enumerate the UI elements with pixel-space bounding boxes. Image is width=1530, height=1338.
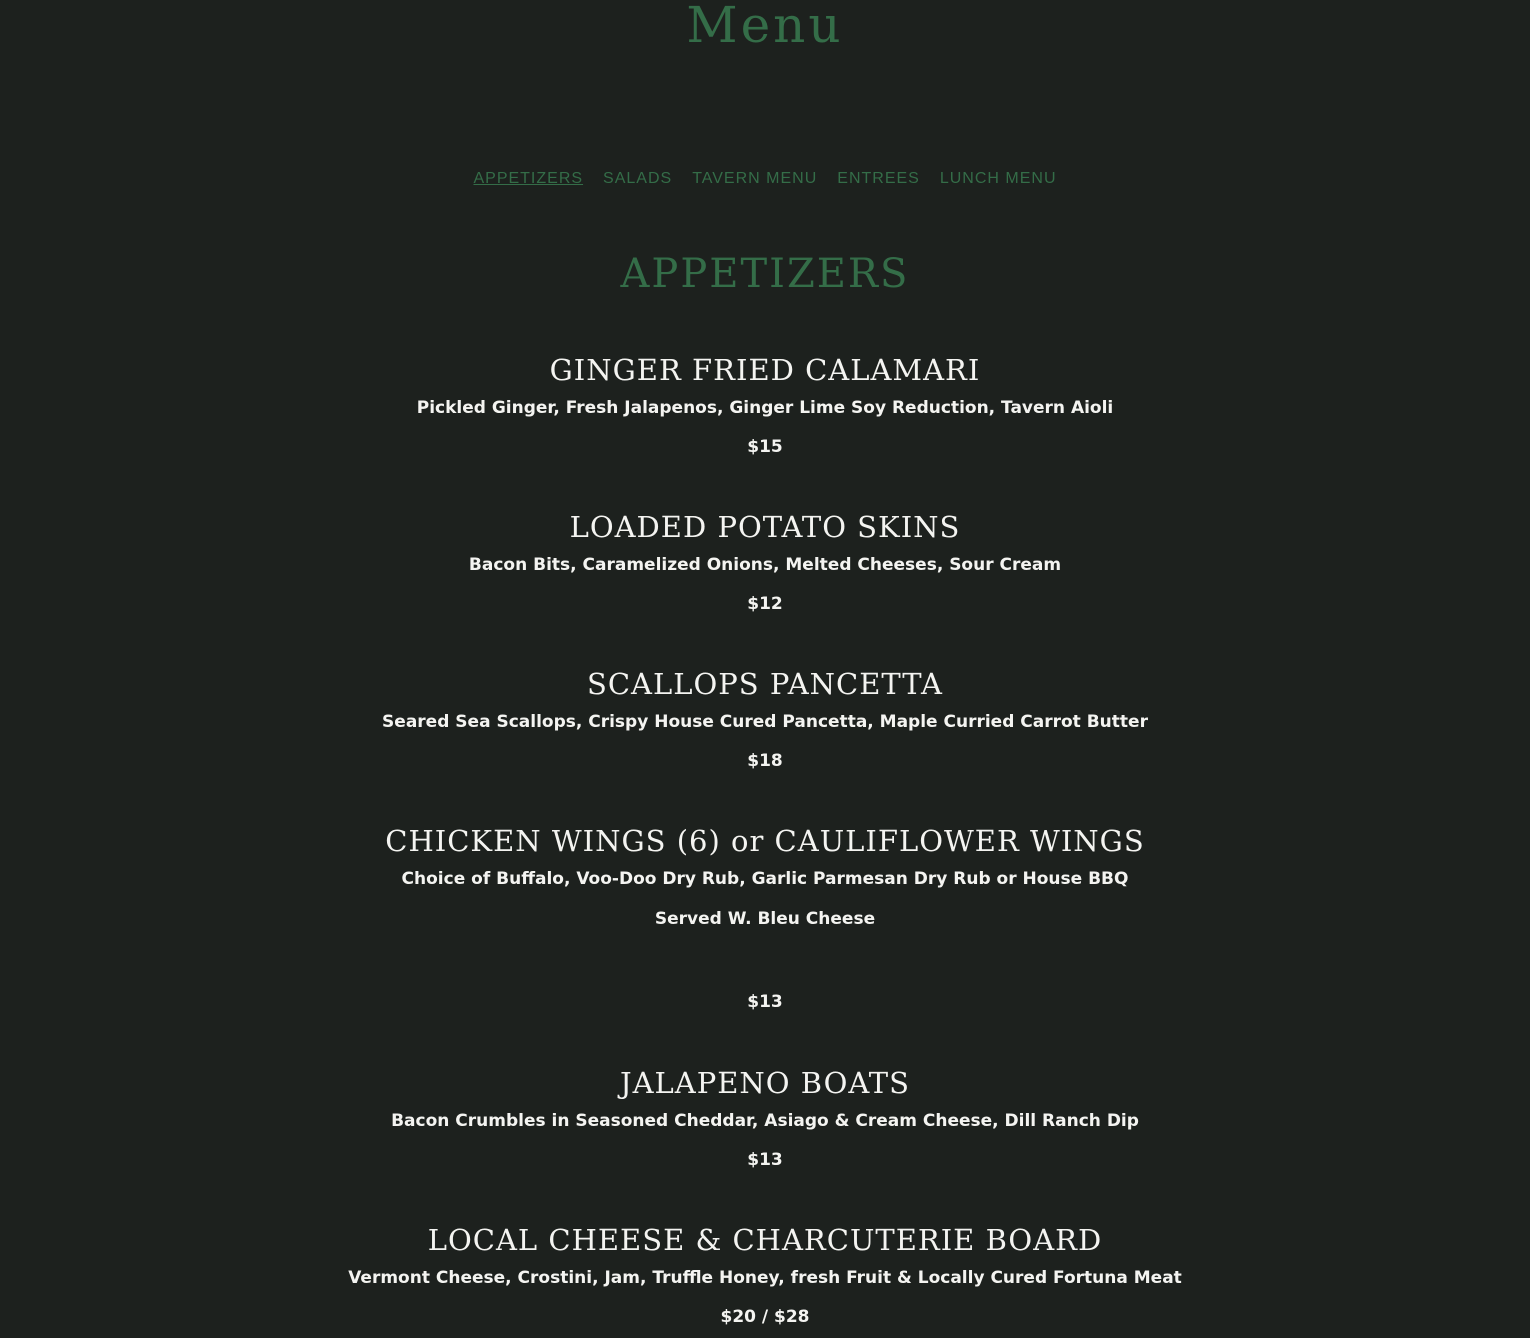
menu-item-price: $13: [747, 1150, 783, 1170]
menu-item-price: $15: [747, 437, 783, 457]
menu-item-price: $13: [747, 992, 783, 1012]
menu-item-description-secondary: Served W. Bleu Cheese: [654, 909, 876, 929]
nav-tab-appetizers[interactable]: APPETIZERS: [473, 170, 584, 187]
menu-item-jalapeno-boats: [0, 1065, 1530, 1179]
menu-item-loaded-potato-skins: [0, 509, 1530, 623]
nav-tab-lunch-menu[interactable]: LUNCH MENU: [939, 170, 1057, 187]
menu-item-price: $12: [747, 594, 783, 614]
menu-item-description: Seared Sea Scallops, Crispy House Cured Pancetta, Maple Curried Carrot Butter: [382, 712, 1148, 732]
section-title: APPETIZERS: [620, 251, 910, 297]
menu-item-description: Vermont Cheese, Crostini, Jam, Truffle Honey, fresh Fruit & Locally Cured Fortuna Meat: [348, 1268, 1182, 1288]
menu-item-name: LOCAL CHEESE & CHARCUTERIE BOARD: [427, 1223, 1103, 1257]
menu-category-nav: [0, 169, 1530, 189]
menu-item-description: Bacon Crumbles in Seasoned Cheddar, Asiago & Cream Cheese, Dill Ranch Dip: [391, 1111, 1139, 1131]
menu-item-price: $18: [747, 751, 783, 771]
menu-item-ginger-fried-calamari: [0, 352, 1530, 466]
menu-item-chicken-wings: [0, 823, 1530, 1021]
menu-item-description: Pickled Ginger, Fresh Jalapenos, Ginger Lime Soy Reduction, Tavern Aioli: [416, 398, 1114, 418]
menu-item-name: CHICKEN WINGS (6) or CAULIFLOWER WINGS: [385, 824, 1145, 858]
menu-item-cheese-charcuterie-board: [0, 1222, 1530, 1336]
menu-item-name: JALAPENO BOATS: [619, 1066, 910, 1100]
nav-tab-salads[interactable]: SALADS: [603, 170, 673, 187]
menu-item-scallops-pancetta: [0, 666, 1530, 780]
nav-tab-entrees[interactable]: ENTREES: [837, 170, 920, 187]
nav-tab-tavern-menu[interactable]: TAVERN MENU: [692, 170, 818, 187]
menu-item-description: Bacon Bits, Caramelized Onions, Melted Cheeses, Sour Cream: [468, 555, 1062, 575]
page-title: Menu: [686, 0, 844, 54]
menu-item-price: $20 / $28: [720, 1307, 810, 1327]
menu-item-name: GINGER FRIED CALAMARI: [549, 353, 981, 387]
menu-item-description: Choice of Buffalo, Voo-Doo Dry Rub, Garlic Parmesan Dry Rub or House BBQ: [401, 869, 1129, 889]
menu-item-name: LOADED POTATO SKINS: [569, 510, 961, 544]
menu-item-name: SCALLOPS PANCETTA: [587, 667, 943, 701]
